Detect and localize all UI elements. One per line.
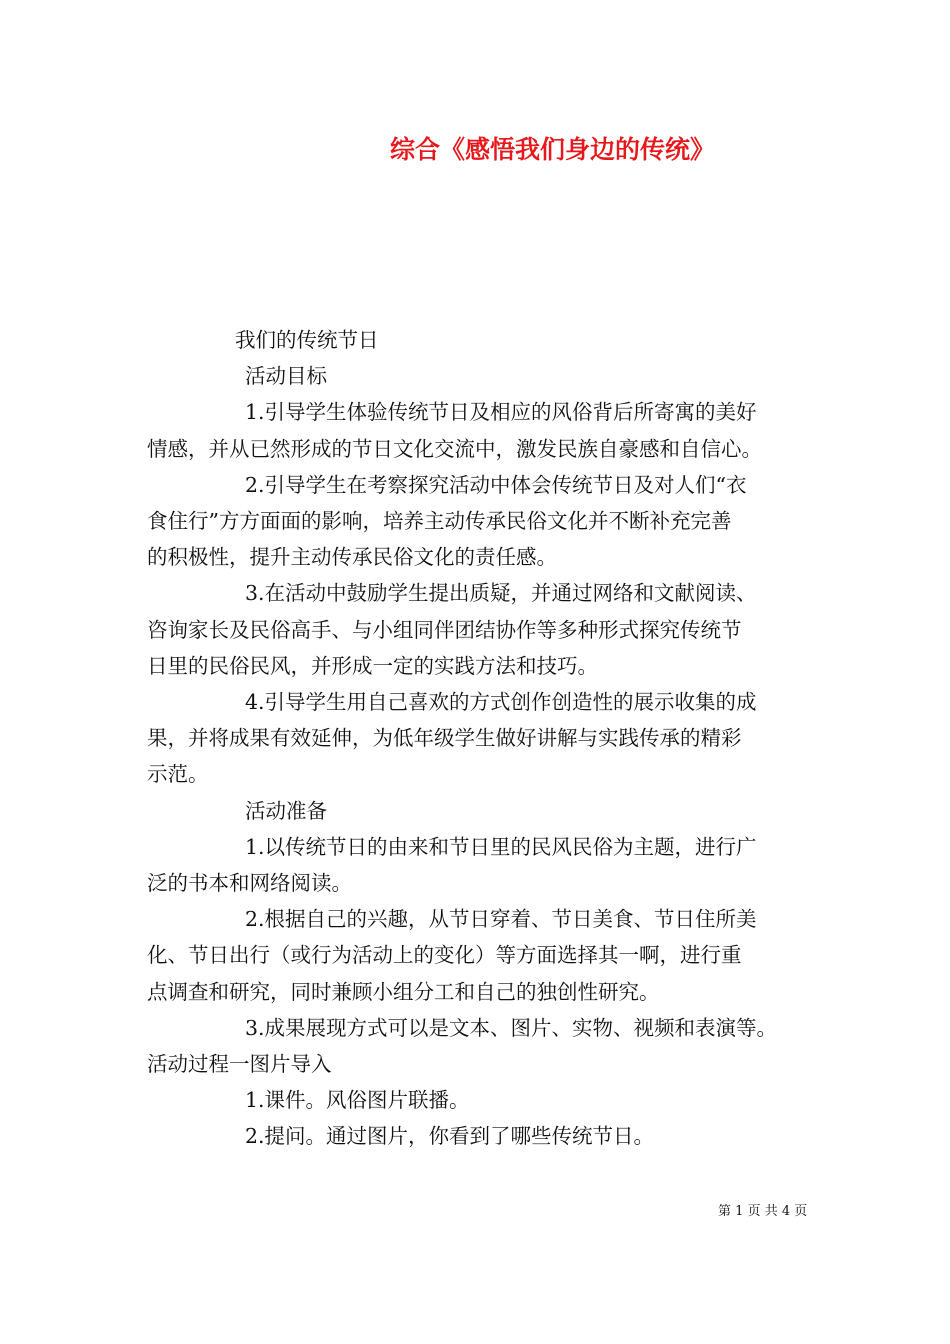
paragraph-line: 化、节日出行（或行为活动上的变化）等方面选择其一啊，进行重 [147,943,742,968]
paragraph-line: 2.引导学生在考察探究活动中体会传统节日及对人们“衣 [245,472,747,497]
paragraph-line: 咨询家长及民俗高手、与小组同伴团结协作等多种形式探究传统节 [147,617,742,642]
paragraph-line: 2.提问。通过图片，你看到了哪些传统节日。 [245,1124,655,1149]
footer-suffix: 页 [794,1204,808,1219]
paragraph-line: 果，并将成果有效延伸，为低年级学生做好讲解与实践传承的精彩 [147,726,742,751]
paragraph-line: 日里的民俗民风，并形成一定的实践方法和技巧。 [147,653,598,678]
section-heading: 活动准备 [245,798,327,823]
paragraph-line: 情感，并从已然形成的节日文化交流中，激发民族自豪感和自信心。 [147,436,762,461]
document-body [147,322,812,1155]
footer-total-pages: 4 [781,1204,791,1219]
paragraph-line: 的积极性，提升主动传承民俗文化的责任感。 [147,545,557,570]
section-heading: 活动目标 [245,364,327,389]
paragraph-line: 1.课件。风俗图片联播。 [245,1088,470,1113]
section-heading: 活动过程一图片导入 [147,1052,332,1077]
paragraph-line: 3.成果展现方式可以是文本、图片、实物、视频和表演等。 [245,1015,778,1040]
paragraph-line: 1.以传统节日的由来和节日里的民风民俗为主题，进行广 [245,834,757,859]
paragraph-line: 1.引导学生体验传统节日及相应的风俗背后所寄寓的美好 [245,400,757,425]
paragraph-line: 3.在活动中鼓励学生提出质疑，并通过网络和文献阅读、 [245,581,757,606]
document-title: 综合《感悟我们身边的传统》 [390,135,716,164]
footer-middle: 页 共 [747,1204,778,1219]
paragraph-line: 食住行”方方面面的影响，培养主动传承民俗文化并不断补充完善 [147,509,732,534]
footer-prefix: 第 [718,1204,732,1219]
paragraph-line: 示范。 [147,762,209,787]
section-heading: 我们的传统节日 [235,328,379,352]
paragraph-line: 点调查和研究，同时兼顾小组分工和自己的独创性研究。 [147,979,660,1004]
paragraph-line: 2.根据自己的兴趣，从节日穿着、节日美食、节日住所美 [245,907,757,932]
page-number-footer [0,1203,950,1221]
paragraph-line: 4.引导学生用自己喜欢的方式创作创造性的展示收集的成 [245,690,757,715]
footer-current-page: 1 [735,1204,744,1219]
paragraph-line: 泛的书本和网络阅读。 [147,871,352,896]
